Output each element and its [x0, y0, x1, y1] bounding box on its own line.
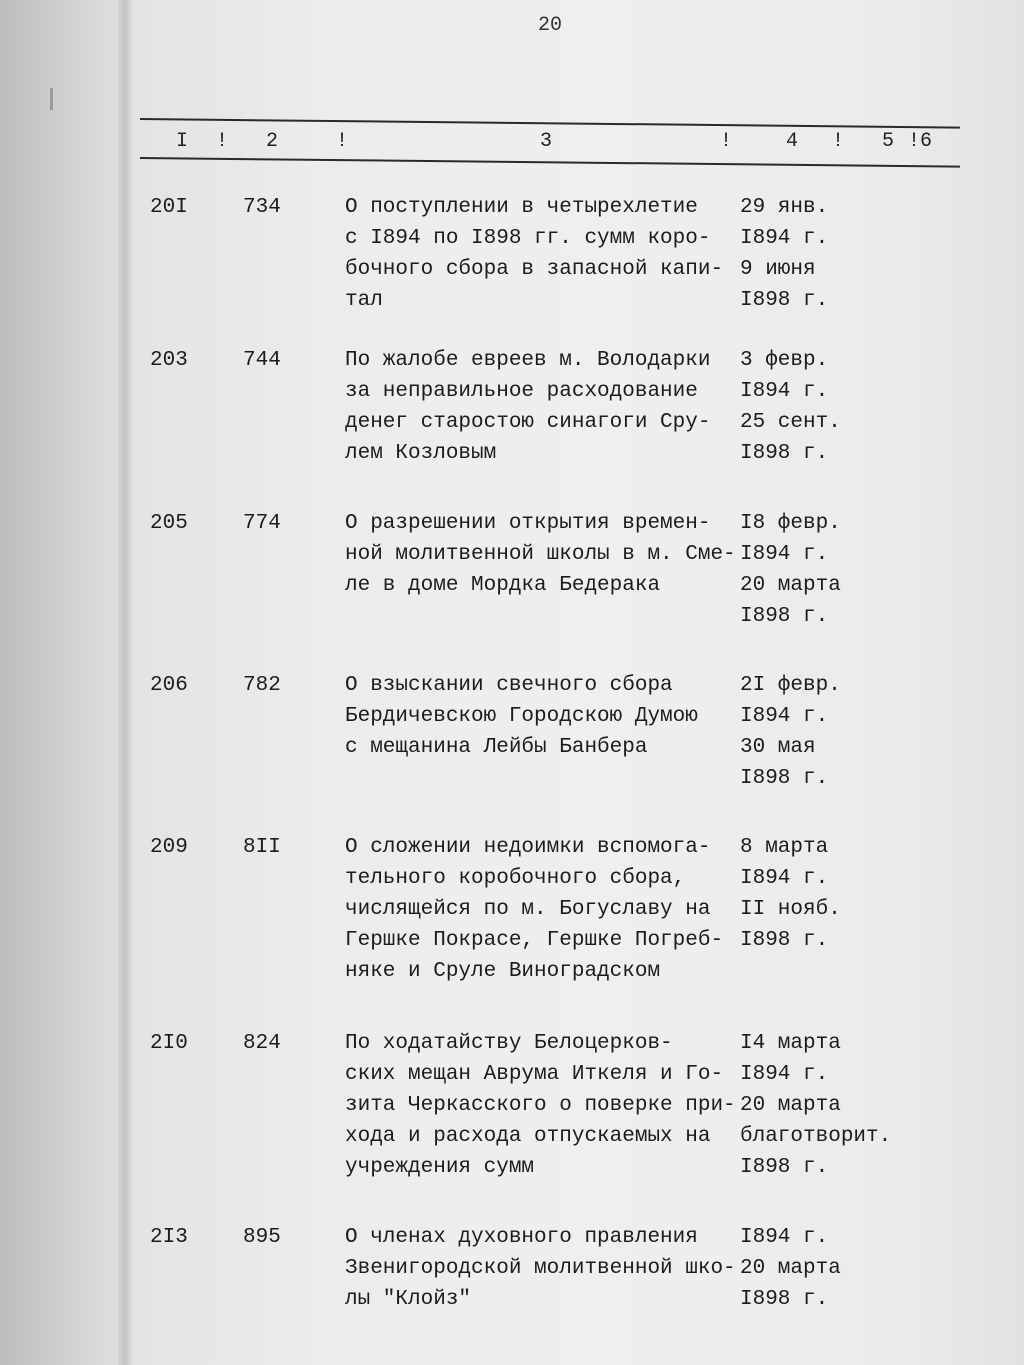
- date-line: 9 июня: [740, 258, 816, 281]
- date-line: I898 г.: [740, 1156, 829, 1179]
- date-line: I894 г.: [740, 543, 829, 566]
- entry-number: 203: [150, 349, 188, 372]
- header-col-4: 4: [786, 130, 799, 153]
- description-line: О сложении недоимки вспомога-: [345, 836, 711, 859]
- header-col-2: 2: [266, 130, 279, 153]
- description-line: По жалобе евреев м. Володарки: [345, 349, 711, 372]
- date-line: 30 мая: [740, 736, 816, 759]
- date-line: I898 г.: [740, 442, 829, 465]
- description-line: ских мещан Аврума Иткеля и Го-: [345, 1063, 724, 1086]
- entry-number: 205: [150, 512, 188, 535]
- date-line: I894 г.: [740, 705, 829, 728]
- date-line: I898 г.: [740, 929, 829, 952]
- description-line: с мещанина Лейбы Банбера: [345, 736, 648, 759]
- date-line: I898 г.: [740, 605, 829, 628]
- description-line: О членах духовного правления: [345, 1226, 698, 1249]
- header-separator: !: [336, 130, 349, 153]
- date-line: I898 г.: [740, 767, 829, 790]
- date-line: I898 г.: [740, 289, 829, 312]
- date-line: 3 февр.: [740, 349, 829, 372]
- date-line: I894 г.: [740, 380, 829, 403]
- description-line: хода и расхода отпускаемых на: [345, 1125, 711, 1148]
- description-line: тал: [345, 289, 383, 312]
- description-line: числящейся по м. Богуславу на: [345, 898, 711, 921]
- date-line: I894 г.: [740, 1226, 829, 1249]
- entry-reference: 895: [243, 1226, 281, 1249]
- description-line: с I894 по I898 гг. сумм коро-: [345, 227, 711, 250]
- description-line: ле в доме Мордка Бедерака: [345, 574, 661, 597]
- date-line: I898 г.: [740, 1288, 829, 1311]
- date-line: I894 г.: [740, 1063, 829, 1086]
- description-line: О поступлении в четырехлетие: [345, 196, 698, 219]
- header-bottom-rule: [140, 157, 960, 167]
- entry-reference: 774: [243, 512, 281, 535]
- date-line: 20 марта: [740, 1257, 841, 1280]
- entry-reference: 8II: [243, 836, 281, 859]
- left-margin-mark: [50, 88, 53, 110]
- description-line: О взыскании свечного сбора: [345, 674, 673, 697]
- date-line: благотворит.: [740, 1125, 892, 1148]
- header-col-5: 5: [882, 130, 895, 153]
- description-line: денег старостою синагоги Сру-: [345, 411, 711, 434]
- description-line: По ходатайству Белоцерков-: [345, 1032, 673, 1055]
- entry-number: 20I: [150, 196, 188, 219]
- date-line: 25 сент.: [740, 411, 841, 434]
- description-line: лем Козловым: [345, 442, 497, 465]
- date-line: I894 г.: [740, 867, 829, 890]
- header-separator: !: [216, 130, 229, 153]
- header-top-rule: [140, 118, 960, 129]
- description-line: Гершке Покрасе, Гершке Погреб-: [345, 929, 724, 952]
- entry-number: 2I3: [150, 1226, 188, 1249]
- header-col-3: 3: [540, 130, 553, 153]
- header-col-6: !6: [908, 130, 933, 153]
- date-line: 29 янв.: [740, 196, 829, 219]
- header-separator: !: [832, 130, 845, 153]
- entry-number: 209: [150, 836, 188, 859]
- date-line: 2I февр.: [740, 674, 841, 697]
- description-line: бочного сбора в запасной капи-: [345, 258, 724, 281]
- description-line: О разрешении открытия времен-: [345, 512, 711, 535]
- header-separator: !: [720, 130, 733, 153]
- page-fold-shadow: [118, 0, 132, 1365]
- description-line: за неправильное расходование: [345, 380, 698, 403]
- description-line: учреждения сумм: [345, 1156, 535, 1179]
- entry-reference: 782: [243, 674, 281, 697]
- description-line: зита Черкасского о поверке при-: [345, 1094, 736, 1117]
- date-line: II нояб.: [740, 898, 841, 921]
- header-col-1: I: [176, 130, 189, 153]
- date-line: I8 февр.: [740, 512, 841, 535]
- description-line: лы "Клойз": [345, 1288, 472, 1311]
- description-line: тельного коробочного сбора,: [345, 867, 686, 890]
- description-line: Звенигородской молитвенной шко-: [345, 1257, 736, 1280]
- date-line: I894 г.: [740, 227, 829, 250]
- description-line: ной молитвенной школы в м. Сме-: [345, 543, 736, 566]
- description-line: няке и Сруле Виноградском: [345, 960, 661, 983]
- description-line: Бердичевскою Городскою Думою: [345, 705, 698, 728]
- entry-reference: 824: [243, 1032, 281, 1055]
- date-line: 8 марта: [740, 836, 829, 859]
- date-line: I4 марта: [740, 1032, 841, 1055]
- entry-number: 2I0: [150, 1032, 188, 1055]
- entry-reference: 744: [243, 349, 281, 372]
- page-number: 20: [537, 14, 562, 37]
- date-line: 20 марта: [740, 1094, 841, 1117]
- date-line: 20 марта: [740, 574, 841, 597]
- entry-reference: 734: [243, 196, 281, 219]
- entry-number: 206: [150, 674, 188, 697]
